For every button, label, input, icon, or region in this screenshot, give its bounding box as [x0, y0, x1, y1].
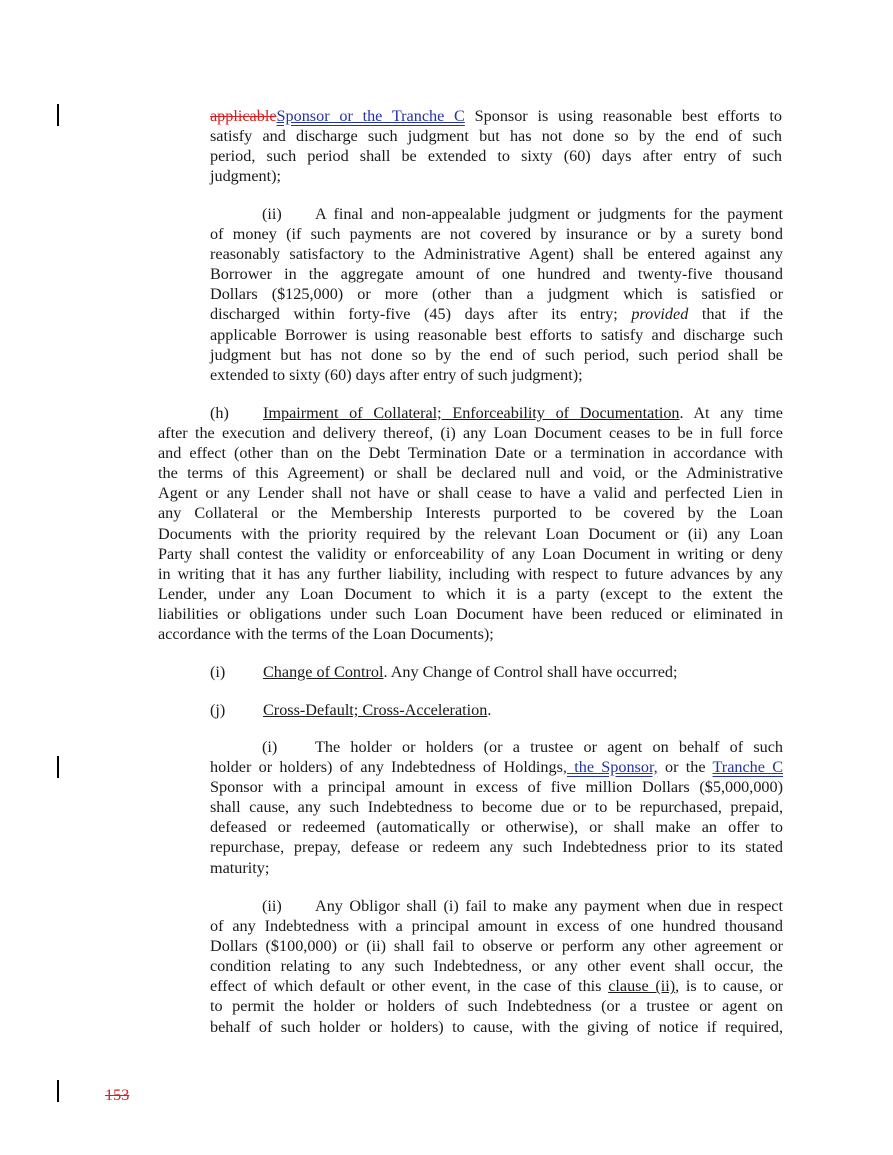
section-heading: Impairment of Collateral; Enforceability of Documentation	[263, 404, 680, 422]
inserted-text: Tranche C	[712, 758, 783, 777]
inserted-text: , the Sponsor,	[562, 758, 658, 777]
deleted-text: applicable	[210, 107, 277, 125]
section-j: (j) Cross-Default; Cross-Acceleration.	[210, 701, 492, 719]
clause-reference: clause (ii)	[608, 977, 676, 996]
page-number: 153	[105, 1086, 130, 1104]
clause-number: (ii)	[262, 205, 282, 223]
clause-number: (ii)	[262, 897, 282, 915]
judgment-continuation: applicableSponsor or the Tranche C Sponsor is using reasonable best efforts to satisfy and discharge such judgment but has not done so by the end of such period, such period shall be extended to sixty (60) days after entry of such judgment);	[210, 107, 782, 186]
section-h: (h) Impairment of Collateral; Enforceability of Documentation. At any time after the execution and delivery thereof, (i) any Loan Document ceases to be in full force and effect (other than on the Debt Termination Date or a termination in accordance with the terms of this Agreement) or shall be declared null and void, or the Administrative Agent or any Lender shall not have or shall cease to have a valid and perfected Lien in any Collateral or the Membership Interests purported to be covered by the Loan Documents with the priority required by the relevant Loan Document or (ii) any Loan Party shall contest the validity or enforceability of any Loan Document in writing or deny in writing that it has any further liability, including with respect to future advances by any Lender, under any Loan Document to which it is a party (except to the extent the liabilities or obligations under such Loan Document have been reduced or eliminated in accordance with the terms of the Loan Documents);	[158, 404, 783, 644]
clause-number: (h)	[210, 404, 229, 422]
change-bar	[57, 1080, 59, 1102]
clause-number: (i)	[262, 738, 278, 756]
paragraph-j-i: (i) The holder or holders (or a trustee or agent on behalf of such holder or holders) of any Indebtedness of Holdings, the Sponsor, or the Tranche C Sponsor with a principal amount in excess of five million Dollars ($5,000,000) shall cause, any such Indebtedness to become due or to be repurchased, prepaid, defeased or redeemed (automatically or otherwise), or shall make an offer to repurchase, prepay, defease or redeem any such Indebtedness prior to its stated maturity;	[210, 738, 783, 877]
clause-number: (j)	[210, 701, 226, 719]
clause-number: (i)	[210, 663, 226, 681]
section-heading: Cross-Default; Cross-Acceleration	[263, 701, 488, 719]
section-i: (i) Change of Control. Any Change of Control shall have occurred;	[210, 663, 678, 681]
section-heading: Change of Control	[263, 663, 384, 681]
paragraph-g-ii: (ii) A final and non-appealable judgment or judgments for the payment of money (if such payments are not covered by insurance or by a surety bond reasonably satisfactory to the Administrative Agent) shall be entered against any Borrower in the aggregate amount of one hundred and twenty-five thousand Dollars ($125,000) or more (other than a judgment which is satisfied or discharged within forty-five (45) days after its entry; provided that if the applicable Borrower is using reasonable best efforts to satisfy and discharge such judgment but has not done so by the end of such period, such period shall be extended to sixty (60) days after entry of such judgment);	[210, 205, 784, 384]
inserted-text: Sponsor or the Tranche C	[276, 107, 465, 125]
italic-term: provided	[631, 305, 689, 324]
change-bar	[57, 756, 59, 778]
paragraph-j-ii: (ii) Any Obligor shall (i) fail to make any payment when due in respect of any Indebtedness with a principal amount in excess of one hundred thousand Dollars ($100,000) or (ii) shall fail to observe or perform any other agreement or condition relating to any such Indebtedness, or any other event shall occur, the effect of which default or other event, in the case of this clause (ii), is to cause, or to permit the holder or holders of such Indebtedness (or a trustee or agent on behalf of such holder or holders) to cause, with the giving of notice if required,	[210, 897, 783, 1036]
change-bar	[57, 104, 59, 126]
